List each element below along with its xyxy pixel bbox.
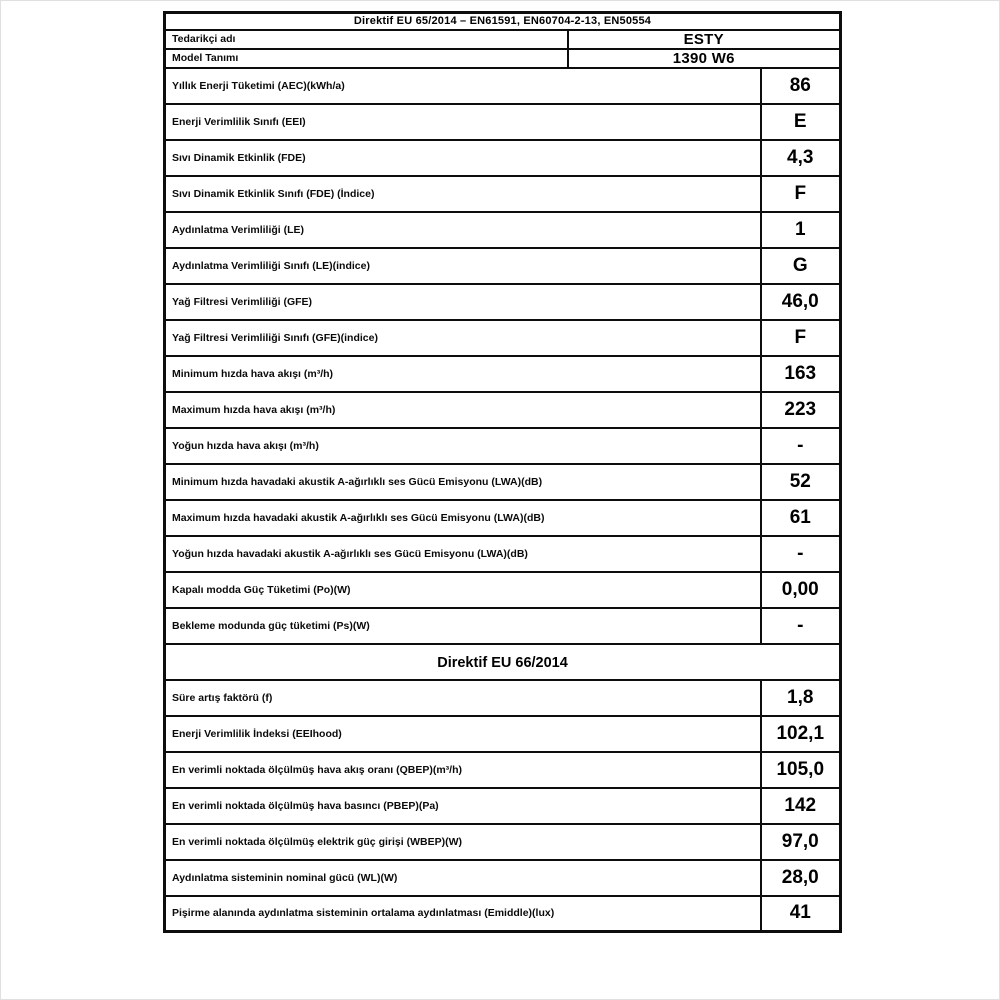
supplier-row [165, 30, 841, 49]
fiche-top-section [165, 13, 841, 68]
directive-eu66-header-row [165, 644, 841, 680]
table-row [165, 428, 841, 464]
eu66-rows-section [165, 680, 841, 932]
row-label: En verimli noktada ölçülmüş hava akış oranı (QBEP)(m³/h) [165, 752, 761, 788]
model-row [165, 49, 841, 68]
model-name-value: 1390 W6 [568, 49, 841, 68]
row-label: Aydınlatma sisteminin nominal gücü (WL)(W) [165, 860, 761, 896]
table-row [165, 608, 841, 644]
row-label: Yıllık Enerji Tüketimi (AEC)(kWh/a) [165, 68, 761, 104]
row-value: 46,0 [761, 284, 841, 320]
row-value: 0,00 [761, 572, 841, 608]
row-value: 105,0 [761, 752, 841, 788]
row-value: E [761, 104, 841, 140]
table-row [165, 176, 841, 212]
row-label: Aydınlatma Verimliliği Sınıfı (LE)(indice) [165, 248, 761, 284]
row-label: Aydınlatma Verimliliği (LE) [165, 212, 761, 248]
row-label: Süre artış faktörü (f) [165, 680, 761, 716]
table-row [165, 824, 841, 860]
table-row [165, 860, 841, 896]
row-label: Enerji Verimlilik İndeksi (EEIhood) [165, 716, 761, 752]
product-fiche-table [163, 11, 842, 933]
supplier-name-label: Tedarikçi adı [165, 30, 568, 49]
row-label: Minimum hızda havadaki akustik A-ağırlıklı ses Gücü Emisyonu (LWA)(dB) [165, 464, 761, 500]
row-label: Yoğun hızda havadaki akustik A-ağırlıklı ses Gücü Emisyonu (LWA)(dB) [165, 536, 761, 572]
row-label: Enerji Verimlilik Sınıfı (EEI) [165, 104, 761, 140]
row-value: 1 [761, 212, 841, 248]
table-row [165, 752, 841, 788]
table-row [165, 68, 841, 104]
row-label: Sıvı Dinamik Etkinlik Sınıfı (FDE) (İndice) [165, 176, 761, 212]
row-value: 142 [761, 788, 841, 824]
directive-eu65-header: Direktif EU 65/2014 – EN61591, EN60704-2-13, EN50554 [165, 13, 841, 30]
table-row [165, 500, 841, 536]
row-value: 86 [761, 68, 841, 104]
row-value: - [761, 608, 841, 644]
table-row [165, 788, 841, 824]
table-row [165, 356, 841, 392]
table-row [165, 896, 841, 932]
row-value: 1,8 [761, 680, 841, 716]
eu65-rows-section [165, 68, 841, 644]
table-row [165, 140, 841, 176]
table-row [165, 248, 841, 284]
row-value: 52 [761, 464, 841, 500]
row-label: Sıvı Dinamik Etkinlik (FDE) [165, 140, 761, 176]
row-value: G [761, 248, 841, 284]
row-value: F [761, 320, 841, 356]
row-label: Kapalı modda Güç Tüketimi (Po)(W) [165, 572, 761, 608]
row-label: Bekleme modunda güç tüketimi (Ps)(W) [165, 608, 761, 644]
table-row [165, 572, 841, 608]
row-label: Yağ Filtresi Verimliliği Sınıfı (GFE)(indice) [165, 320, 761, 356]
table-row [165, 716, 841, 752]
supplier-name-value: ESTY [568, 30, 841, 49]
row-value: 97,0 [761, 824, 841, 860]
row-value: - [761, 536, 841, 572]
table-row [165, 464, 841, 500]
table-row [165, 680, 841, 716]
row-value: 223 [761, 392, 841, 428]
row-label: Yağ Filtresi Verimliliği (GFE) [165, 284, 761, 320]
row-value: 102,1 [761, 716, 841, 752]
row-value: F [761, 176, 841, 212]
directive-eu65-header-row [165, 13, 841, 30]
table-row [165, 212, 841, 248]
row-label: En verimli noktada ölçülmüş elektrik güç girişi (WBEP)(W) [165, 824, 761, 860]
table-row [165, 320, 841, 356]
row-value: 61 [761, 500, 841, 536]
row-label: Minimum hızda hava akışı (m³/h) [165, 356, 761, 392]
table-row [165, 536, 841, 572]
row-value: 163 [761, 356, 841, 392]
model-name-label: Model Tanımı [165, 49, 568, 68]
eu66-header-section [165, 644, 841, 680]
row-value: - [761, 428, 841, 464]
table-row [165, 392, 841, 428]
row-value: 4,3 [761, 140, 841, 176]
row-label: Maximum hızda hava akışı (m³/h) [165, 392, 761, 428]
table-row [165, 284, 841, 320]
directive-eu66-header: Direktif EU 66/2014 [165, 644, 841, 680]
row-label: Yoğun hızda hava akışı (m³/h) [165, 428, 761, 464]
row-label: Maximum hızda havadaki akustik A-ağırlıklı ses Gücü Emisyonu (LWA)(dB) [165, 500, 761, 536]
row-value: 41 [761, 896, 841, 932]
row-value: 28,0 [761, 860, 841, 896]
row-label: Pişirme alanında aydınlatma sisteminin ortalama aydınlatması (Emiddle)(lux) [165, 896, 761, 932]
row-label: En verimli noktada ölçülmüş hava basıncı (PBEP)(Pa) [165, 788, 761, 824]
table-row [165, 104, 841, 140]
